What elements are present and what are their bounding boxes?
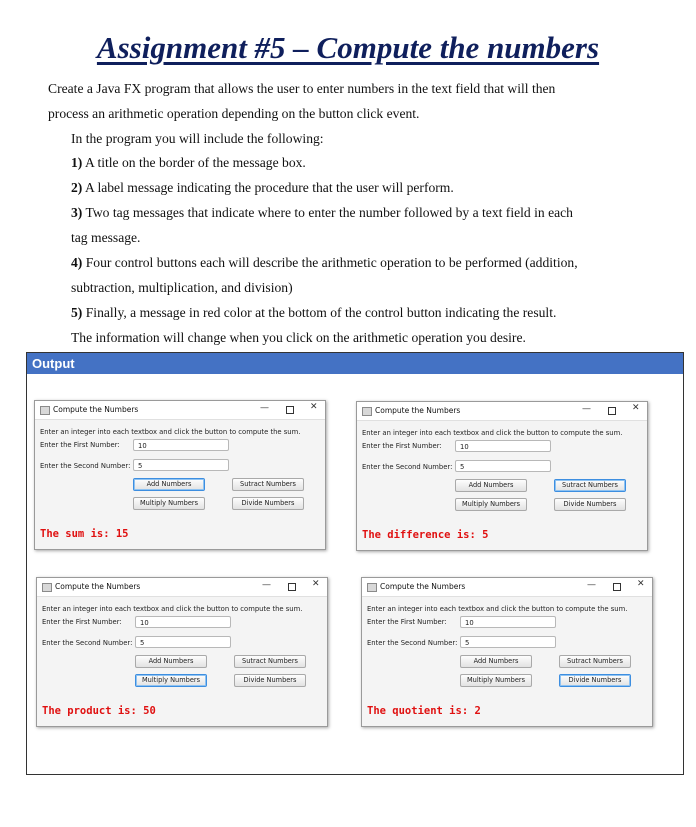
intro-line-2: process an arithmetic operation depending on the button click event.: [48, 106, 420, 121]
minimize-icon[interactable]: —: [587, 580, 596, 590]
divide-numbers-button[interactable]: Divide Numbers: [554, 498, 626, 511]
add-numbers-button[interactable]: Add Numbers: [460, 655, 532, 668]
app-window-difference: [356, 401, 648, 551]
list-item: 5) Finally, a message in red color at the bottom of the control button indicating the result.: [71, 305, 557, 320]
document-title: Assignment #5 – Compute the numbers: [96, 30, 600, 65]
second-number-label: Enter the Second Number:: [362, 463, 453, 471]
title-bar: [37, 578, 327, 597]
second-number-field[interactable]: 5: [460, 636, 556, 648]
list-item: tag message.: [71, 230, 141, 245]
maximize-icon[interactable]: [288, 583, 296, 591]
maximize-icon[interactable]: [286, 406, 294, 414]
app-window-product: [36, 577, 328, 727]
window-title: Compute the Numbers: [380, 582, 466, 591]
instruction-label: Enter an integer into each textbox and click the button to compute the sum.: [42, 605, 303, 613]
add-numbers-button[interactable]: Add Numbers: [135, 655, 207, 668]
first-number-label: Enter the First Number:: [367, 618, 447, 626]
instruction-label: Enter an integer into each textbox and click the button to compute the sum.: [362, 429, 623, 437]
multiply-numbers-button[interactable]: Multiply Numbers: [133, 497, 205, 510]
app-icon: [42, 583, 52, 592]
subtract-numbers-button[interactable]: Sutract Numbers: [232, 478, 304, 491]
multiply-numbers-button[interactable]: Multiply Numbers: [455, 498, 527, 511]
output-header: Output: [27, 353, 683, 374]
title-bar: [35, 401, 325, 420]
first-number-field[interactable]: 10: [460, 616, 556, 628]
first-number-label: Enter the First Number:: [362, 442, 442, 450]
add-numbers-button[interactable]: Add Numbers: [133, 478, 205, 491]
include-line: In the program you will include the following:: [71, 131, 324, 146]
subtract-numbers-button[interactable]: Sutract Numbers: [554, 479, 626, 492]
list-item: 3) Two tag messages that indicate where to enter the number followed by a text field in each: [71, 205, 573, 220]
title-bar: [357, 402, 647, 421]
first-number-field[interactable]: 10: [135, 616, 231, 628]
result-message: The difference is: 5: [362, 529, 489, 541]
title-bar: [362, 578, 652, 597]
first-number-field[interactable]: 10: [133, 439, 229, 451]
close-icon[interactable]: ✕: [312, 579, 320, 589]
close-icon[interactable]: ✕: [637, 579, 645, 589]
list-item: subtraction, multiplication, and division): [71, 280, 293, 295]
second-number-label: Enter the Second Number:: [367, 639, 458, 647]
subtract-numbers-button[interactable]: Sutract Numbers: [559, 655, 631, 668]
result-message: The quotient is: 2: [367, 705, 481, 717]
first-number-label: Enter the First Number:: [42, 618, 122, 626]
app-icon: [40, 406, 50, 415]
maximize-icon[interactable]: [613, 583, 621, 591]
subtract-numbers-button[interactable]: Sutract Numbers: [234, 655, 306, 668]
result-message: The sum is: 15: [40, 528, 129, 540]
app-window-quotient: [361, 577, 653, 727]
divide-numbers-button[interactable]: Divide Numbers: [234, 674, 306, 687]
window-title: Compute the Numbers: [53, 405, 139, 414]
close-icon[interactable]: ✕: [310, 402, 318, 412]
window-title: Compute the Numbers: [55, 582, 141, 591]
closing-line: The information will change when you click on the arithmetic operation you desire.: [71, 330, 526, 345]
list-item: 2) A label message indicating the procedure that the user will perform.: [71, 180, 454, 195]
first-number-label: Enter the First Number:: [40, 441, 120, 449]
app-window-sum: [34, 400, 326, 550]
minimize-icon[interactable]: —: [260, 403, 269, 413]
second-number-field[interactable]: 5: [135, 636, 231, 648]
app-icon: [367, 583, 377, 592]
intro-line-1: Create a Java FX program that allows the user to enter numbers in the text field that will then: [48, 81, 556, 96]
maximize-icon[interactable]: [608, 407, 616, 415]
instruction-label: Enter an integer into each textbox and click the button to compute the sum.: [367, 605, 628, 613]
app-icon: [362, 407, 372, 416]
minimize-icon[interactable]: —: [582, 404, 591, 414]
multiply-numbers-button[interactable]: Multiply Numbers: [135, 674, 207, 687]
list-item: 4) Four control buttons each will describe the arithmetic operation to be performed (addition,: [71, 255, 578, 270]
list-item: 1) A title on the border of the message box.: [71, 155, 306, 170]
second-number-field[interactable]: 5: [133, 459, 229, 471]
instruction-label: Enter an integer into each textbox and click the button to compute the sum.: [40, 428, 301, 436]
output-frame: [26, 352, 684, 775]
window-title: Compute the Numbers: [375, 406, 461, 415]
close-icon[interactable]: ✕: [632, 403, 640, 413]
result-message: The product is: 50: [42, 705, 156, 717]
minimize-icon[interactable]: —: [262, 580, 271, 590]
add-numbers-button[interactable]: Add Numbers: [455, 479, 527, 492]
second-number-field[interactable]: 5: [455, 460, 551, 472]
second-number-label: Enter the Second Number:: [40, 462, 131, 470]
divide-numbers-button[interactable]: Divide Numbers: [232, 497, 304, 510]
divide-numbers-button[interactable]: Divide Numbers: [559, 674, 631, 687]
first-number-field[interactable]: 10: [455, 440, 551, 452]
second-number-label: Enter the Second Number:: [42, 639, 133, 647]
multiply-numbers-button[interactable]: Multiply Numbers: [460, 674, 532, 687]
